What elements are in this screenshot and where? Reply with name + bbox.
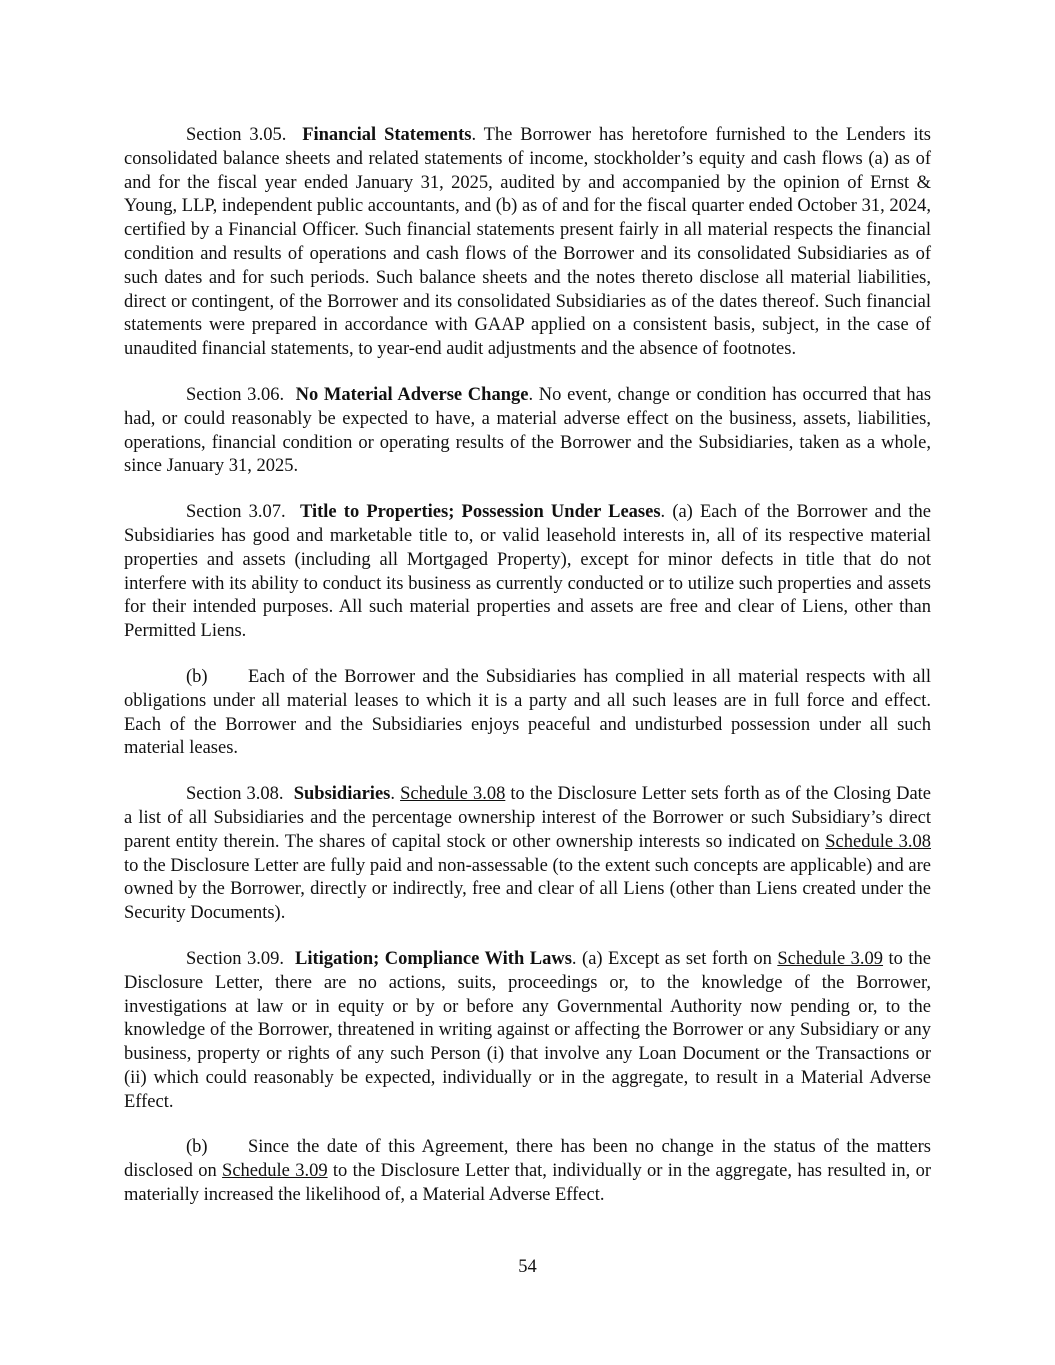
section-3-07-b-paragraph xyxy=(124,666,931,761)
section-3-09-number: Section 3.09. xyxy=(186,948,284,969)
section-3-05-heading: Financial Statements xyxy=(302,125,472,145)
section-3-05-text: . The Borrower has heretofore furnished to the Lenders its consolidated balance sheets and related statements of income, stockholder’s equity and cash flows (a) as of and for the fiscal year ended January 31, 2025, audited by and accompanied by the opinion of Ernst & Young, LLP, independent public accountants, and (b) as of and for the fiscal quarter ended October 31, 2024, certified by a Financial Officer. Such financial statements present fairly in all material respects the financial condition and results of operations and cash flows of the Borrower and its consolidated Subsidiaries as of such dates and for such periods. Such balance sheets and the notes thereto disclose all material liabilities, direct or contingent, of the Borrower and its consolidated Subsidiaries as of the dates thereof. Such financial statements were prepared in accordance with GAAP applied on a consistent basis, subject, in the case of unaudited financial statements, to year-end audit adjustments and the absence of footnotes. xyxy=(124,125,932,360)
section-3-09-b-label: (b) xyxy=(186,1137,208,1158)
section-3-09-b-paragraph xyxy=(124,1136,931,1207)
document-page xyxy=(124,124,931,1230)
section-3-05-paragraph xyxy=(124,124,931,362)
section-3-08-punct: . xyxy=(390,784,401,805)
section-3-06-number: Section 3.06. xyxy=(186,384,285,405)
schedule-3-08-reference-2: Schedule 3.08 xyxy=(825,831,931,852)
section-3-07-number: Section 3.07. xyxy=(186,502,286,523)
section-3-07-text: . (a) Each of the Borrower and the Subsidiaries has good and marketable title to, or valid leasehold interests in, all of its respective material properties and assets (including all Mortgaged Property), except for minor defects in title that do not interfere with its ability to conduct its business as currently conducted or to utilize such properties and assets for their intended purposes. All such material properties and assets are free and clear of Liens, other than Permitted Liens. xyxy=(124,502,931,642)
section-3-06-paragraph xyxy=(124,384,931,479)
section-3-08-heading: Subsidiaries xyxy=(293,784,391,805)
section-3-09-b-text-2: to the Disclosure Letter that, individually or in the aggregate, has resulted in, or materially increased the likelihood of, a Material Adverse Effect. xyxy=(124,1161,932,1206)
section-3-08-text-2: to the Disclosure Letter are fully paid and non-assessable (to the extent such concepts are applicable) and are owned by the Borrower, directly or indirectly, free and clear of all Liens (other than Liens created under the Security Documents). xyxy=(124,855,931,924)
page-number: 54 xyxy=(518,1257,537,1277)
section-3-09-text-2: to the Disclosure Letter, there are no actions, suits, proceedings or, to the knowledge of the Borrower, investigations at law or in equity or by or before any Governmental Authority now pending or, to the knowledge of the Borrower, threatened in writing against or affecting the Borrower or any Subsidiary or any business, property or rights of any such Person (i) that involve any Loan Document or the Transactions or (ii) which could reasonably be expected, individually or in the aggregate, to result in a Material Adverse Effect. xyxy=(124,948,932,1112)
schedule-3-09-reference-2: Schedule 3.09 xyxy=(222,1161,328,1182)
section-3-08-text-1: to the Disclosure Letter sets forth as of the Closing Date a list of all Subsidiaries and the percentage ownership interest of the Borrower or such Subsidiary’s direct parent entity therein. The shares of capital stock or other ownership interests so indicated on xyxy=(124,784,932,852)
section-3-09-heading: Litigation; Compliance With Laws xyxy=(295,948,572,969)
section-3-09-b-text-1: Since the date of this Agreement, there has been no change in the status of the matters disclosed on xyxy=(124,1137,931,1182)
section-3-06-heading: No Material Adverse Change xyxy=(295,384,529,405)
section-3-06-text: . No event, change or condition has occurred that has had, or could reasonably be expected to have, a material adverse effect on the business, assets, liabilities, operations, financial condition or operating results of the Borrower and the Subsidiaries, taken as a whole, since January 31, 2025. xyxy=(124,384,932,477)
section-3-07-paragraph xyxy=(124,501,931,644)
section-3-09-paragraph xyxy=(124,948,931,1115)
section-3-08-paragraph xyxy=(124,783,931,926)
section-3-08-number: Section 3.08. xyxy=(186,784,284,805)
schedule-3-08-reference: Schedule 3.08 xyxy=(400,784,506,805)
section-3-07-b-text: Each of the Borrower and the Subsidiaries has complied in all material respects with all obligations under all material leases to which it is a party and all such leases are in full force and effect. Each of the Borrower and the Subsidiaries enjoys peaceful and undisturbed possession under all such material leases. xyxy=(124,666,931,759)
section-3-09-text-1: . (a) Except as set forth on xyxy=(571,948,778,969)
section-3-07-heading: Title to Properties; Possession Under Leases xyxy=(299,502,661,523)
section-3-05-number: Section 3.05. xyxy=(186,125,287,145)
schedule-3-09-reference: Schedule 3.09 xyxy=(777,948,884,969)
section-3-07-b-label: (b) xyxy=(186,666,208,687)
